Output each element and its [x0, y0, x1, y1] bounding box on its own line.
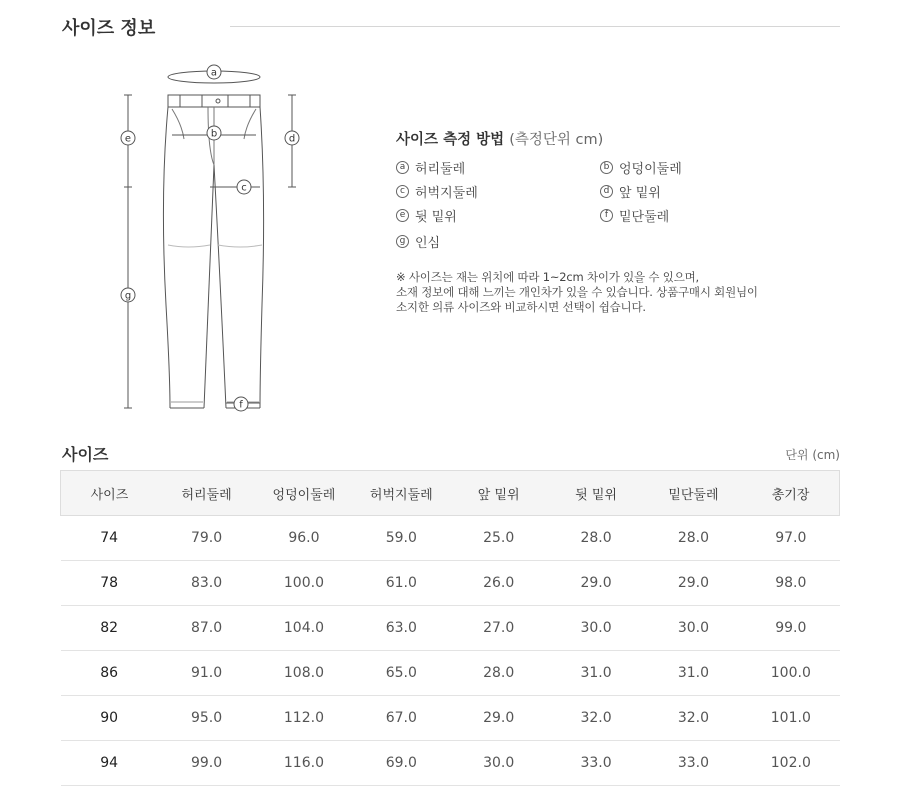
table-cell: 28.0	[645, 516, 742, 561]
measurement-unit: (측정단위 cm)	[509, 132, 604, 148]
table-cell: 25.0	[450, 516, 547, 561]
badge-f-icon: f	[600, 209, 613, 222]
table-cell: 27.0	[450, 606, 547, 651]
header-back-rise: 뒷 밑위	[547, 471, 644, 516]
svg-text:f: f	[239, 399, 243, 411]
table-cell: 29.0	[450, 696, 547, 741]
svg-text:a: a	[210, 67, 218, 79]
table-cell: 31.0	[645, 651, 742, 696]
svg-text:d: d	[288, 133, 296, 145]
measure-badge-b	[207, 126, 221, 140]
badge-d-icon: d	[600, 185, 613, 198]
table-cell: 95.0	[158, 696, 255, 741]
table-cell: 116.0	[255, 741, 352, 786]
table-cell: 108.0	[255, 651, 352, 696]
table-cell: 30.0	[547, 606, 644, 651]
size-note	[396, 270, 816, 315]
measure-item-b	[600, 159, 800, 176]
table-cell: 59.0	[353, 516, 450, 561]
measure-badge-a	[207, 65, 221, 79]
badge-e-icon: e	[396, 209, 409, 222]
table-cell: 99.0	[742, 606, 839, 651]
measurement-items	[396, 159, 816, 250]
table-cell: 102.0	[742, 741, 839, 786]
measurement-guide	[396, 128, 816, 315]
header-size: 사이즈	[61, 471, 158, 516]
badge-g-icon: g	[396, 235, 409, 248]
badge-a-icon: a	[396, 161, 409, 174]
title-divider	[230, 26, 840, 27]
measure-item-f	[600, 207, 800, 224]
table-cell: 96.0	[255, 516, 352, 561]
table-cell: 104.0	[255, 606, 352, 651]
measure-item-c	[396, 183, 600, 200]
table-cell: 101.0	[742, 696, 839, 741]
measure-badge-e	[121, 131, 135, 145]
table-cell: 31.0	[547, 651, 644, 696]
header-hem: 밑단둘레	[645, 471, 742, 516]
table-cell: 30.0	[645, 606, 742, 651]
table-cell: 112.0	[255, 696, 352, 741]
table-cell: 74	[61, 516, 158, 561]
table-cell: 69.0	[353, 741, 450, 786]
table-cell: 90	[61, 696, 158, 741]
table-cell: 100.0	[742, 651, 839, 696]
badge-b-icon: b	[600, 161, 613, 174]
size-table	[60, 470, 840, 786]
table-row	[61, 561, 840, 606]
measure-item-a	[396, 159, 600, 176]
measure-item-label: 인심	[415, 236, 441, 251]
table-cell: 100.0	[255, 561, 352, 606]
svg-text:b: b	[210, 128, 218, 140]
table-cell: 79.0	[158, 516, 255, 561]
table-cell: 67.0	[353, 696, 450, 741]
measure-item-e	[396, 207, 600, 224]
measure-item-label: 엉덩이둘레	[619, 162, 682, 177]
page-title: 사이즈 정보	[62, 18, 156, 39]
svg-text:g: g	[124, 290, 132, 302]
measure-item-label: 밑단둘레	[619, 210, 670, 225]
table-cell: 97.0	[742, 516, 839, 561]
size-note-line: 소지한 의류 사이즈와 비교하시면 선택이 쉽습니다.	[396, 300, 646, 314]
table-cell: 28.0	[450, 651, 547, 696]
size-table-header-row	[61, 471, 840, 516]
table-cell: 99.0	[158, 741, 255, 786]
table-cell: 98.0	[742, 561, 839, 606]
measure-badge-d	[285, 131, 299, 145]
table-cell: 61.0	[353, 561, 450, 606]
table-row	[61, 606, 840, 651]
measure-item-label: 앞 밑위	[619, 186, 661, 201]
table-cell: 28.0	[547, 516, 644, 561]
table-cell: 78	[61, 561, 158, 606]
size-table-unit: 단위 (cm)	[785, 448, 840, 462]
size-note-line: ※ 사이즈는 재는 위치에 따라 1~2cm 차이가 있을 수 있으며,	[396, 270, 699, 284]
measure-item-label: 뒷 밑위	[415, 210, 457, 225]
table-row	[61, 516, 840, 561]
table-cell: 32.0	[645, 696, 742, 741]
header-thigh: 허벅지둘레	[353, 471, 450, 516]
badge-c-icon: c	[396, 185, 409, 198]
table-row	[61, 696, 840, 741]
header-waist: 허리둘레	[158, 471, 255, 516]
table-cell: 30.0	[450, 741, 547, 786]
table-cell: 29.0	[645, 561, 742, 606]
table-cell: 33.0	[547, 741, 644, 786]
measure-item-d	[600, 183, 800, 200]
measurement-guide-title	[396, 128, 816, 149]
pants-diagram-illustration	[110, 55, 320, 420]
table-cell: 29.0	[547, 561, 644, 606]
table-row	[61, 651, 840, 696]
size-table-title: 사이즈	[62, 445, 109, 464]
header-hip: 엉덩이둘레	[255, 471, 352, 516]
table-cell: 26.0	[450, 561, 547, 606]
size-note-line: 소재 정보에 대해 느끼는 개인차가 있을 수 있습니다. 상품구매시 회원님이	[396, 285, 758, 299]
measurement-title-text: 사이즈 측정 방법	[396, 132, 505, 148]
table-cell: 94	[61, 741, 158, 786]
table-cell: 32.0	[547, 696, 644, 741]
measure-badge-c	[237, 180, 251, 194]
header-front-rise: 앞 밑위	[450, 471, 547, 516]
table-cell: 87.0	[158, 606, 255, 651]
svg-text:c: c	[241, 182, 247, 194]
table-cell: 63.0	[353, 606, 450, 651]
table-cell: 65.0	[353, 651, 450, 696]
table-cell: 83.0	[158, 561, 255, 606]
table-cell: 82	[61, 606, 158, 651]
measure-item-label: 허리둘레	[415, 162, 466, 177]
table-cell: 33.0	[645, 741, 742, 786]
header-total-length: 총기장	[742, 471, 839, 516]
measure-item-g	[396, 233, 600, 250]
measure-badge-f	[234, 397, 248, 411]
table-cell: 86	[61, 651, 158, 696]
measure-badge-g	[121, 288, 135, 302]
svg-text:e: e	[124, 133, 132, 145]
measure-item-label: 허벅지둘레	[415, 186, 478, 201]
table-row	[61, 741, 840, 786]
table-cell: 91.0	[158, 651, 255, 696]
